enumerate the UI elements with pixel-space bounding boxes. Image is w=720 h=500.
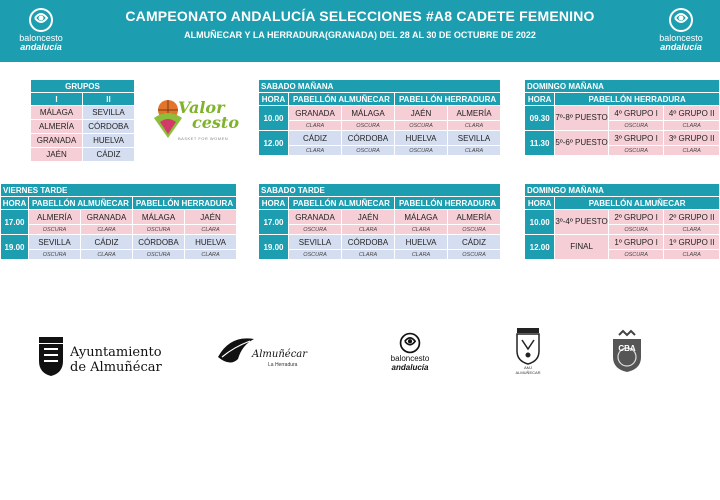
match-hour: 17.00 <box>1 210 28 234</box>
fba-logo-left <box>6 6 76 56</box>
team-name: MÁLAGA <box>133 210 184 224</box>
team-name: SEVILLA <box>289 235 341 249</box>
hour-header: HORA <box>259 197 288 209</box>
match-hour: 17.00 <box>259 210 288 234</box>
team-name: JAÉN <box>395 106 447 120</box>
jersey-color: OSCURA <box>609 146 664 155</box>
jersey-color: CLARA <box>185 250 236 259</box>
logo-text-line1: baloncesto <box>19 33 63 43</box>
placement-label: 7º-8º PUESTO <box>555 106 608 130</box>
page-subtitle: ALMUÑECAR Y LA HERRADURA(GRANADA) DEL 28 AL 30 DE OCTUBRE DE 2022 <box>184 30 536 40</box>
team-name: ALMERÍA <box>448 106 500 120</box>
valorcesto-logo <box>148 96 244 152</box>
team-name: CÁDIZ <box>81 235 132 249</box>
valorcesto-text-line2: cesto <box>192 113 239 132</box>
jersey-color: CLARA <box>289 121 341 130</box>
jersey-color: OSCURA <box>342 146 394 155</box>
jersey-color: CLARA <box>81 225 132 234</box>
valorcesto-text-line1: Valor <box>178 98 225 117</box>
team-name: 1º GRUPO I <box>609 235 664 249</box>
group-team: CÓRDOBA <box>83 120 134 133</box>
section-title: SABADO TARDE <box>259 184 500 196</box>
jersey-color: OSCURA <box>289 250 341 259</box>
team-name: HUELVA <box>395 131 447 145</box>
team-name: 4º GRUPO I <box>609 106 664 120</box>
team-name: MÁLAGA <box>342 106 394 120</box>
sunday-herradura-table <box>524 79 720 156</box>
palm-leaf-icon <box>216 333 256 373</box>
jersey-color: CLARA <box>664 225 719 234</box>
jersey-color: OSCURA <box>448 250 500 259</box>
jersey-color: OSCURA <box>448 225 500 234</box>
match-hour: 09.30 <box>525 106 554 130</box>
fba-logo-bottom <box>380 331 440 377</box>
amj-logo <box>508 327 548 383</box>
fba-logo-right <box>646 6 716 56</box>
pavilion-header: PABELLÓN HERRADURA <box>555 93 719 105</box>
sponsors-row <box>0 325 720 385</box>
team-name: 2º GRUPO I <box>609 210 664 224</box>
logo-text-line2: andalucía <box>20 42 62 52</box>
group-team: GRANADA <box>31 134 82 147</box>
group-team: MÁLAGA <box>31 106 82 119</box>
amj-line2: ALMUÑECAR <box>515 370 541 375</box>
jersey-color: OSCURA <box>609 121 664 130</box>
team-name: CÓRDOBA <box>342 235 394 249</box>
team-name: 3º GRUPO I <box>609 131 664 145</box>
pavilion-header: PABELLÓN ALMUÑECAR <box>29 197 132 209</box>
coat-of-arms-icon <box>36 335 66 377</box>
match-hour: 11.30 <box>525 131 554 155</box>
team-name: CÁDIZ <box>289 131 341 145</box>
jersey-color: CLARA <box>395 250 447 259</box>
jersey-color: CLARA <box>448 146 500 155</box>
team-name: GRANADA <box>289 106 341 120</box>
almunecar-sub-text: La Herradura <box>268 362 298 368</box>
page-title: CAMPEONATO ANDALUCÍA SELECCIONES #A8 CADETE FEMENINO <box>125 8 595 24</box>
match-hour: 19.00 <box>259 235 288 259</box>
jersey-color: CLARA <box>342 225 394 234</box>
team-name: HUELVA <box>395 235 447 249</box>
hour-header: HORA <box>259 93 288 105</box>
jersey-color: OSCURA <box>133 225 184 234</box>
sunday-almunecar-table <box>524 183 720 260</box>
placement-label: FINAL <box>555 235 608 259</box>
valorcesto-tagline: BASKET FOR WOMEN <box>178 136 229 141</box>
group-team: SEVILLA <box>83 106 134 119</box>
group-team: JAÉN <box>31 148 82 161</box>
team-name: 1º GRUPO II <box>664 235 719 249</box>
jersey-color: CLARA <box>664 146 719 155</box>
hour-header: HORA <box>525 197 554 209</box>
group-team: HUELVA <box>83 134 134 147</box>
group-col-1: I <box>31 93 82 105</box>
jersey-color: OSCURA <box>609 225 664 234</box>
section-title: SABADO MAÑANA <box>259 80 500 92</box>
team-name: CÓRDOBA <box>133 235 184 249</box>
placement-label: 3º-4º PUESTO <box>555 210 608 234</box>
match-hour: 12.00 <box>525 235 554 259</box>
pavilion-header: PABELLÓN HERRADURA <box>395 93 500 105</box>
logo-text-line1: baloncesto <box>659 33 703 43</box>
hour-header: HORA <box>2 198 27 208</box>
ayuntamiento-line2: de Almuñécar <box>70 360 162 375</box>
basketball-icon <box>26 6 56 34</box>
team-name: 4º GRUPO II <box>664 106 719 120</box>
saturday-morning-table <box>258 79 501 156</box>
jersey-color: CLARA <box>289 146 341 155</box>
jersey-color: CLARA <box>185 225 236 234</box>
basketball-icon <box>397 331 423 355</box>
cba-text: CBA <box>618 344 636 353</box>
team-name: ALMERÍA <box>448 210 500 224</box>
almunecar-tourism-logo <box>216 333 308 377</box>
team-name: CÓRDOBA <box>342 131 394 145</box>
section-title: DOMINGO MAÑANA <box>525 80 719 92</box>
team-name: JAÉN <box>185 210 236 224</box>
jersey-color: OSCURA <box>289 225 341 234</box>
friday-afternoon-table <box>0 183 237 260</box>
groups-title: GRUPOS <box>31 80 134 92</box>
basketball-icon <box>666 6 696 34</box>
jersey-color: CLARA <box>448 121 500 130</box>
pavilion-header: PABELLÓN HERRADURA <box>133 197 236 209</box>
fba-bottom-line2: andalucía <box>391 363 429 372</box>
jersey-color: OSCURA <box>29 225 80 234</box>
team-name: ALMERÍA <box>29 210 80 224</box>
groups-table <box>30 79 135 162</box>
jersey-color: CLARA <box>342 250 394 259</box>
group-col-2: II <box>83 93 134 105</box>
jersey-color: OSCURA <box>609 250 664 259</box>
cba-logo <box>610 329 646 377</box>
jersey-color: CLARA <box>395 225 447 234</box>
team-name: SEVILLA <box>29 235 80 249</box>
section-title: VIERNES TARDE <box>1 184 236 196</box>
jersey-color: CLARA <box>664 250 719 259</box>
team-name: MÁLAGA <box>395 210 447 224</box>
team-name: CÁDIZ <box>448 235 500 249</box>
jersey-color: OSCURA <box>395 121 447 130</box>
pavilion-header: PABELLÓN ALMUÑECAR <box>289 197 394 209</box>
pavilion-header: PABELLÓN HERRADURA <box>395 197 500 209</box>
logo-text-line2: andalucía <box>660 42 702 52</box>
jersey-color: OSCURA <box>133 250 184 259</box>
amj-line1: AMJ <box>524 365 532 370</box>
crest-icon <box>513 327 543 365</box>
group-team: ALMERÍA <box>31 120 82 133</box>
team-name: 2º GRUPO II <box>664 210 719 224</box>
match-hour: 10.00 <box>259 106 288 130</box>
header-banner <box>0 0 720 62</box>
hour-header: HORA <box>525 93 554 105</box>
match-hour: 19.00 <box>1 235 28 259</box>
team-name: GRANADA <box>81 210 132 224</box>
jersey-color: OSCURA <box>29 250 80 259</box>
fba-bottom-line1: baloncesto <box>390 354 430 363</box>
team-name: GRANADA <box>289 210 341 224</box>
almunecar-brand-text: Almuñécar <box>252 349 308 360</box>
jersey-color: CLARA <box>664 121 719 130</box>
team-name: HUELVA <box>185 235 236 249</box>
match-hour: 12.00 <box>259 131 288 155</box>
pavilion-header: PABELLÓN ALMUÑECAR <box>555 197 719 209</box>
match-hour: 10.00 <box>525 210 554 234</box>
saturday-afternoon-table <box>258 183 501 260</box>
team-name: SEVILLA <box>448 131 500 145</box>
group-team: CÁDIZ <box>83 148 134 161</box>
jersey-color: OSCURA <box>342 121 394 130</box>
section-title: DOMINGO MAÑANA <box>525 184 719 196</box>
team-name: 3º GRUPO II <box>664 131 719 145</box>
pavilion-header: PABELLÓN ALMUÑECAR <box>289 93 394 105</box>
ayuntamiento-logo <box>36 333 166 383</box>
jersey-color: OSCURA <box>395 146 447 155</box>
placement-label: 5º-6º PUESTO <box>555 131 608 155</box>
jersey-color: CLARA <box>81 250 132 259</box>
ayuntamiento-line1: Ayuntamiento <box>70 345 162 360</box>
team-name: JAÉN <box>342 210 394 224</box>
valorcesto-text <box>178 100 239 130</box>
